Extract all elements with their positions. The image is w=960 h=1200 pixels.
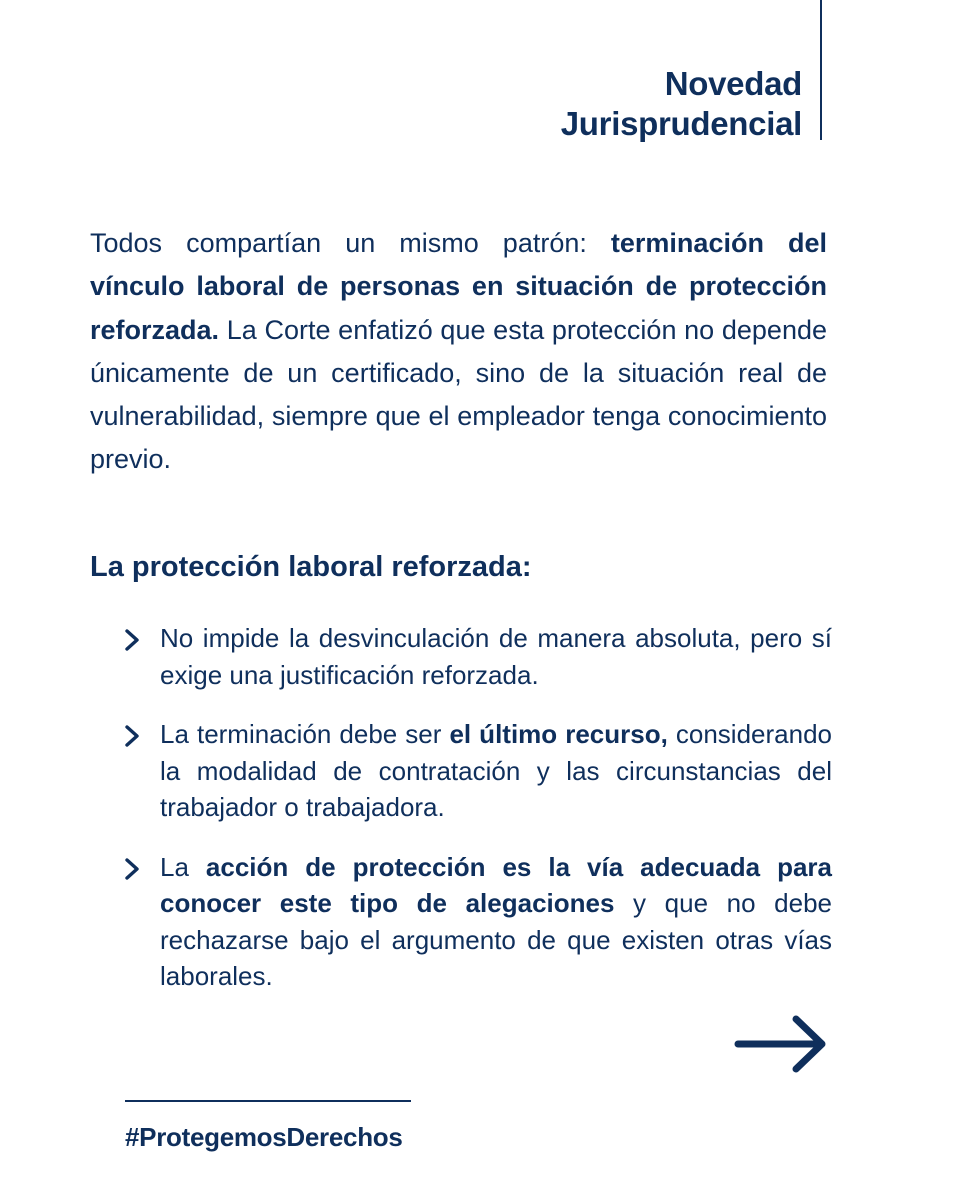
arrow-right-icon[interactable] bbox=[733, 1012, 829, 1076]
page-title-line2: Jurisprudencial bbox=[560, 105, 802, 142]
list-item bbox=[122, 620, 832, 693]
intro-paragraph bbox=[90, 222, 827, 482]
list-item-emphasis: acción de protección es la vía adecuada para conocer este tipo de alegaciones bbox=[160, 851, 832, 918]
intro-text-end: La Corte enfatizó que esta protección no depende únicamente de un certificado, sino de la situación real de vulnerabilidad, siempre que el empleador tenga conocimiento previo. bbox=[90, 314, 827, 475]
list-item bbox=[122, 849, 832, 995]
list-item-text-start: La bbox=[160, 851, 206, 882]
hashtag: #ProtegemosDerechos bbox=[125, 1122, 403, 1152]
intro-emphasis: terminación del vínculo laboral de personas en situación de protección reforzada. bbox=[90, 228, 827, 345]
section-heading: La protección laboral reforzada: bbox=[90, 551, 532, 583]
list-item-emphasis: el último recurso, bbox=[449, 719, 668, 749]
list-item-text-end: considerando la modalidad de contratación y las circunstancias del trabajador o trabajadora. bbox=[160, 719, 832, 822]
bullet-list bbox=[122, 620, 832, 995]
chevron-right-icon bbox=[122, 857, 142, 881]
list-item bbox=[122, 716, 832, 826]
intro-text-start: Todos compartían un mismo patrón: bbox=[90, 228, 611, 258]
chevron-right-icon bbox=[122, 724, 142, 748]
chevron-right-icon bbox=[122, 628, 142, 652]
page-title bbox=[561, 64, 802, 144]
header-divider bbox=[820, 0, 822, 140]
list-item-text: No impide la desvinculación de manera absoluta, pero sí exige una justificación reforzada. bbox=[160, 623, 832, 690]
footer-divider bbox=[125, 1100, 411, 1102]
list-item-text-start: La terminación debe ser bbox=[160, 719, 450, 749]
page-title-line1: Novedad bbox=[664, 65, 802, 102]
list-item-text-end: y que no debe rechazarse bajo el argumento de que existen otras vías laborales. bbox=[160, 888, 832, 991]
